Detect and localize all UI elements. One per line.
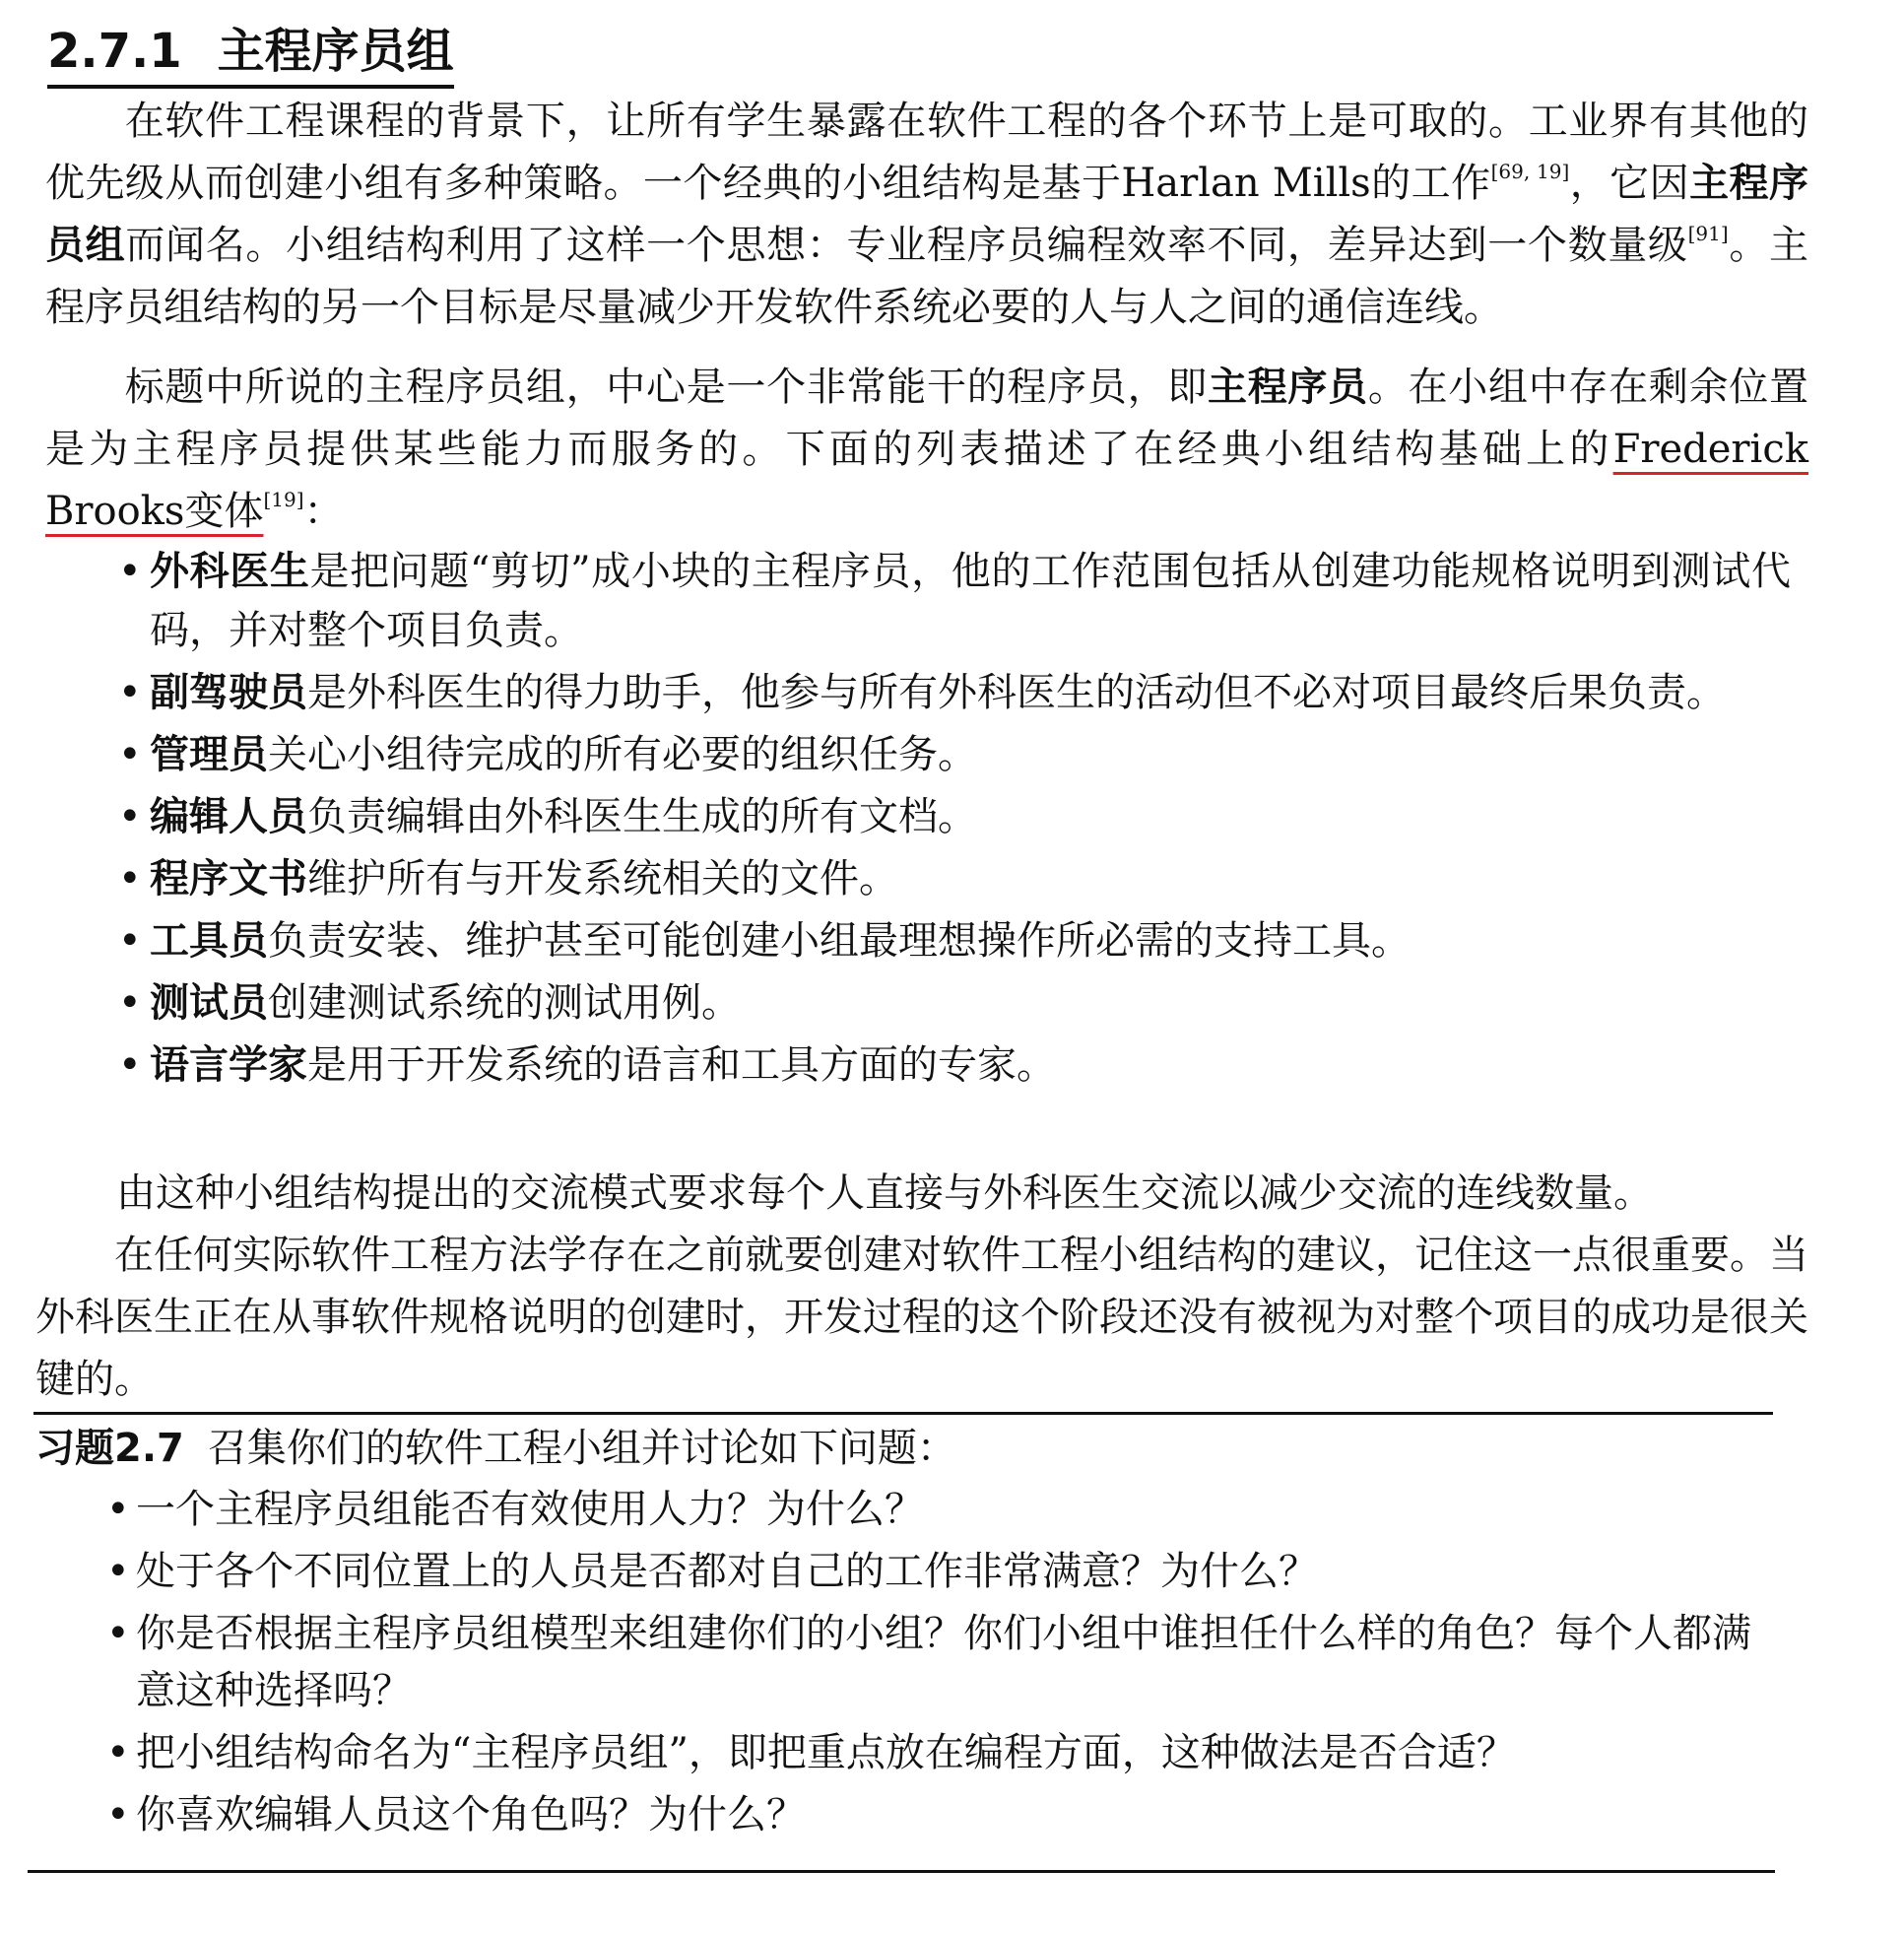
question-text: 把小组结构命名为“主程序员组”，即把重点放在编程方面，这种做法是否合适？ — [136, 1730, 1516, 1775]
role-item — [116, 849, 1791, 908]
question-text: 处于各个不同位置上的人员是否都对自己的工作非常满意？为什么？ — [136, 1549, 1318, 1594]
exercise-question — [106, 1786, 1781, 1843]
bullet-icon: • — [106, 1730, 130, 1775]
para1-text-1: 在软件工程课程的背景下，让所有学生暴露在软件工程的各个环节上是可取的。工业界有其他的优先级从而创建小组有多种策略。一个经典的小组结构是基于Harlan Mills的工作 — [45, 99, 1808, 206]
role-term: 编辑人员 — [150, 794, 307, 839]
exercise-bottom-rule — [28, 1870, 1775, 1873]
role-item — [116, 1035, 1791, 1095]
bullet-icon: • — [118, 794, 142, 839]
bullet-icon: • — [118, 856, 142, 901]
bullet-icon: • — [118, 918, 142, 964]
role-description: 维护所有与开发系统相关的文件。 — [307, 856, 898, 901]
bullet-icon: • — [118, 732, 142, 777]
exercise-top-rule — [33, 1412, 1773, 1415]
exercise-label: 习题2.7 — [35, 1426, 184, 1471]
roles-list — [116, 542, 1791, 1098]
citation-19: [19] — [263, 488, 304, 511]
question-text: 一个主程序员组能否有效使用人力？为什么？ — [136, 1487, 924, 1532]
exercise-questions-list — [106, 1481, 1781, 1848]
paragraph-history — [35, 1225, 1808, 1411]
role-description: 是把问题“剪切”成小块的主程序员，他的工作范围包括从创建功能规格说明到测试代码，并对整个项目负责。 — [150, 549, 1791, 653]
exercise-question — [106, 1605, 1781, 1719]
role-term: 外科医生 — [150, 549, 310, 594]
para3-text: 由这种小组结构提出的交流模式要求每个人直接与外科医生交流以减少交流的连线数量。 — [116, 1170, 1653, 1216]
role-term: 管理员 — [150, 732, 268, 777]
section-heading — [47, 20, 454, 89]
role-description: 是外科医生的得力助手，他参与所有外科医生的活动但不必对项目最终后果负责。 — [307, 670, 1726, 715]
role-term: 语言学家 — [150, 1042, 307, 1088]
term-chief-programmer-team: 主程序员组 — [45, 161, 1809, 268]
role-description: 创建测试系统的测试用例。 — [268, 980, 741, 1026]
frederick-brooks-variant-underlined: Frederick Brooks变体 — [45, 427, 1808, 534]
bullet-icon: • — [106, 1611, 130, 1656]
para2-text-3: ： — [303, 489, 344, 534]
bullet-icon: • — [118, 670, 142, 715]
section-number: 2.7.1 — [47, 24, 182, 79]
bullet-icon: • — [106, 1549, 130, 1594]
para4-text: 在任何实际软件工程方法学存在之前就要创建对软件工程小组结构的建议，记住这一点很重要。当外科医生正在从事软件规格说明的创建时，开发过程的这个阶段还没有被视为对整个项目的成功是很关键的。 — [35, 1233, 1808, 1402]
bullet-icon: • — [106, 1792, 130, 1837]
exercise-heading — [35, 1419, 956, 1478]
exercise-question — [106, 1724, 1781, 1781]
role-description: 关心小组待完成的所有必要的组织任务。 — [268, 732, 977, 777]
para1-text-4: 。主程序员组结构的另一个目标是尽量减少开发软件系统必要的人与人之间的通信连线。 — [45, 223, 1809, 330]
bullet-icon: • — [118, 980, 142, 1026]
paragraph-structure — [45, 357, 1808, 543]
question-text: 你喜欢编辑人员这个角色吗？为什么？ — [136, 1792, 806, 1837]
exercise-question — [106, 1481, 1781, 1538]
role-item — [116, 973, 1791, 1033]
role-item — [116, 787, 1791, 846]
role-term: 程序文书 — [150, 856, 307, 901]
exercise-question — [106, 1543, 1781, 1600]
citation-91: [91] — [1687, 222, 1729, 245]
role-item — [116, 911, 1791, 970]
bullet-icon: • — [106, 1487, 130, 1532]
role-description: 是用于开发系统的语言和工具方面的专家。 — [307, 1042, 1056, 1088]
para2-text-2: 。在小组中存在剩余位置是为主程序员提供某些能力而服务的。下面的列表描述了在经典小组结构基础上的 — [45, 365, 1809, 472]
paragraph-intro — [45, 91, 1808, 339]
role-term: 工具员 — [150, 918, 268, 964]
section-title: 主程序员组 — [217, 24, 454, 79]
bullet-icon: • — [118, 549, 142, 594]
role-term: 测试员 — [150, 980, 268, 1026]
term-chief-programmer: 主程序员 — [1208, 365, 1368, 410]
role-description: 负责编辑由外科医生生成的所有文档。 — [307, 794, 977, 839]
bullet-icon: • — [118, 1042, 142, 1088]
para1-text-2: ，它因 — [1569, 161, 1690, 206]
citation-69-19: [69, 19] — [1490, 160, 1570, 183]
role-term: 副驾驶员 — [150, 670, 307, 715]
role-item — [116, 725, 1791, 784]
paragraph-communication — [45, 1163, 1808, 1225]
exercise-prompt: 召集你们的软件工程小组并讨论如下问题： — [207, 1426, 956, 1471]
question-text: 你是否根据主程序员组模型来组建你们的小组？你们小组中谁担任什么样的角色？每个人都满意这种选择吗？ — [136, 1611, 1751, 1713]
role-item — [116, 542, 1791, 660]
para2-text-1: 标题中所说的主程序员组，中心是一个非常能干的程序员，即 — [124, 365, 1208, 410]
para1-text-3: 而闻名。小组结构利用了这样一个思想：专业程序员编程效率不同，差异达到一个数量级 — [125, 223, 1688, 268]
role-description: 负责安装、维护甚至可能创建小组最理想操作所必需的支持工具。 — [268, 918, 1411, 964]
role-item — [116, 663, 1791, 722]
